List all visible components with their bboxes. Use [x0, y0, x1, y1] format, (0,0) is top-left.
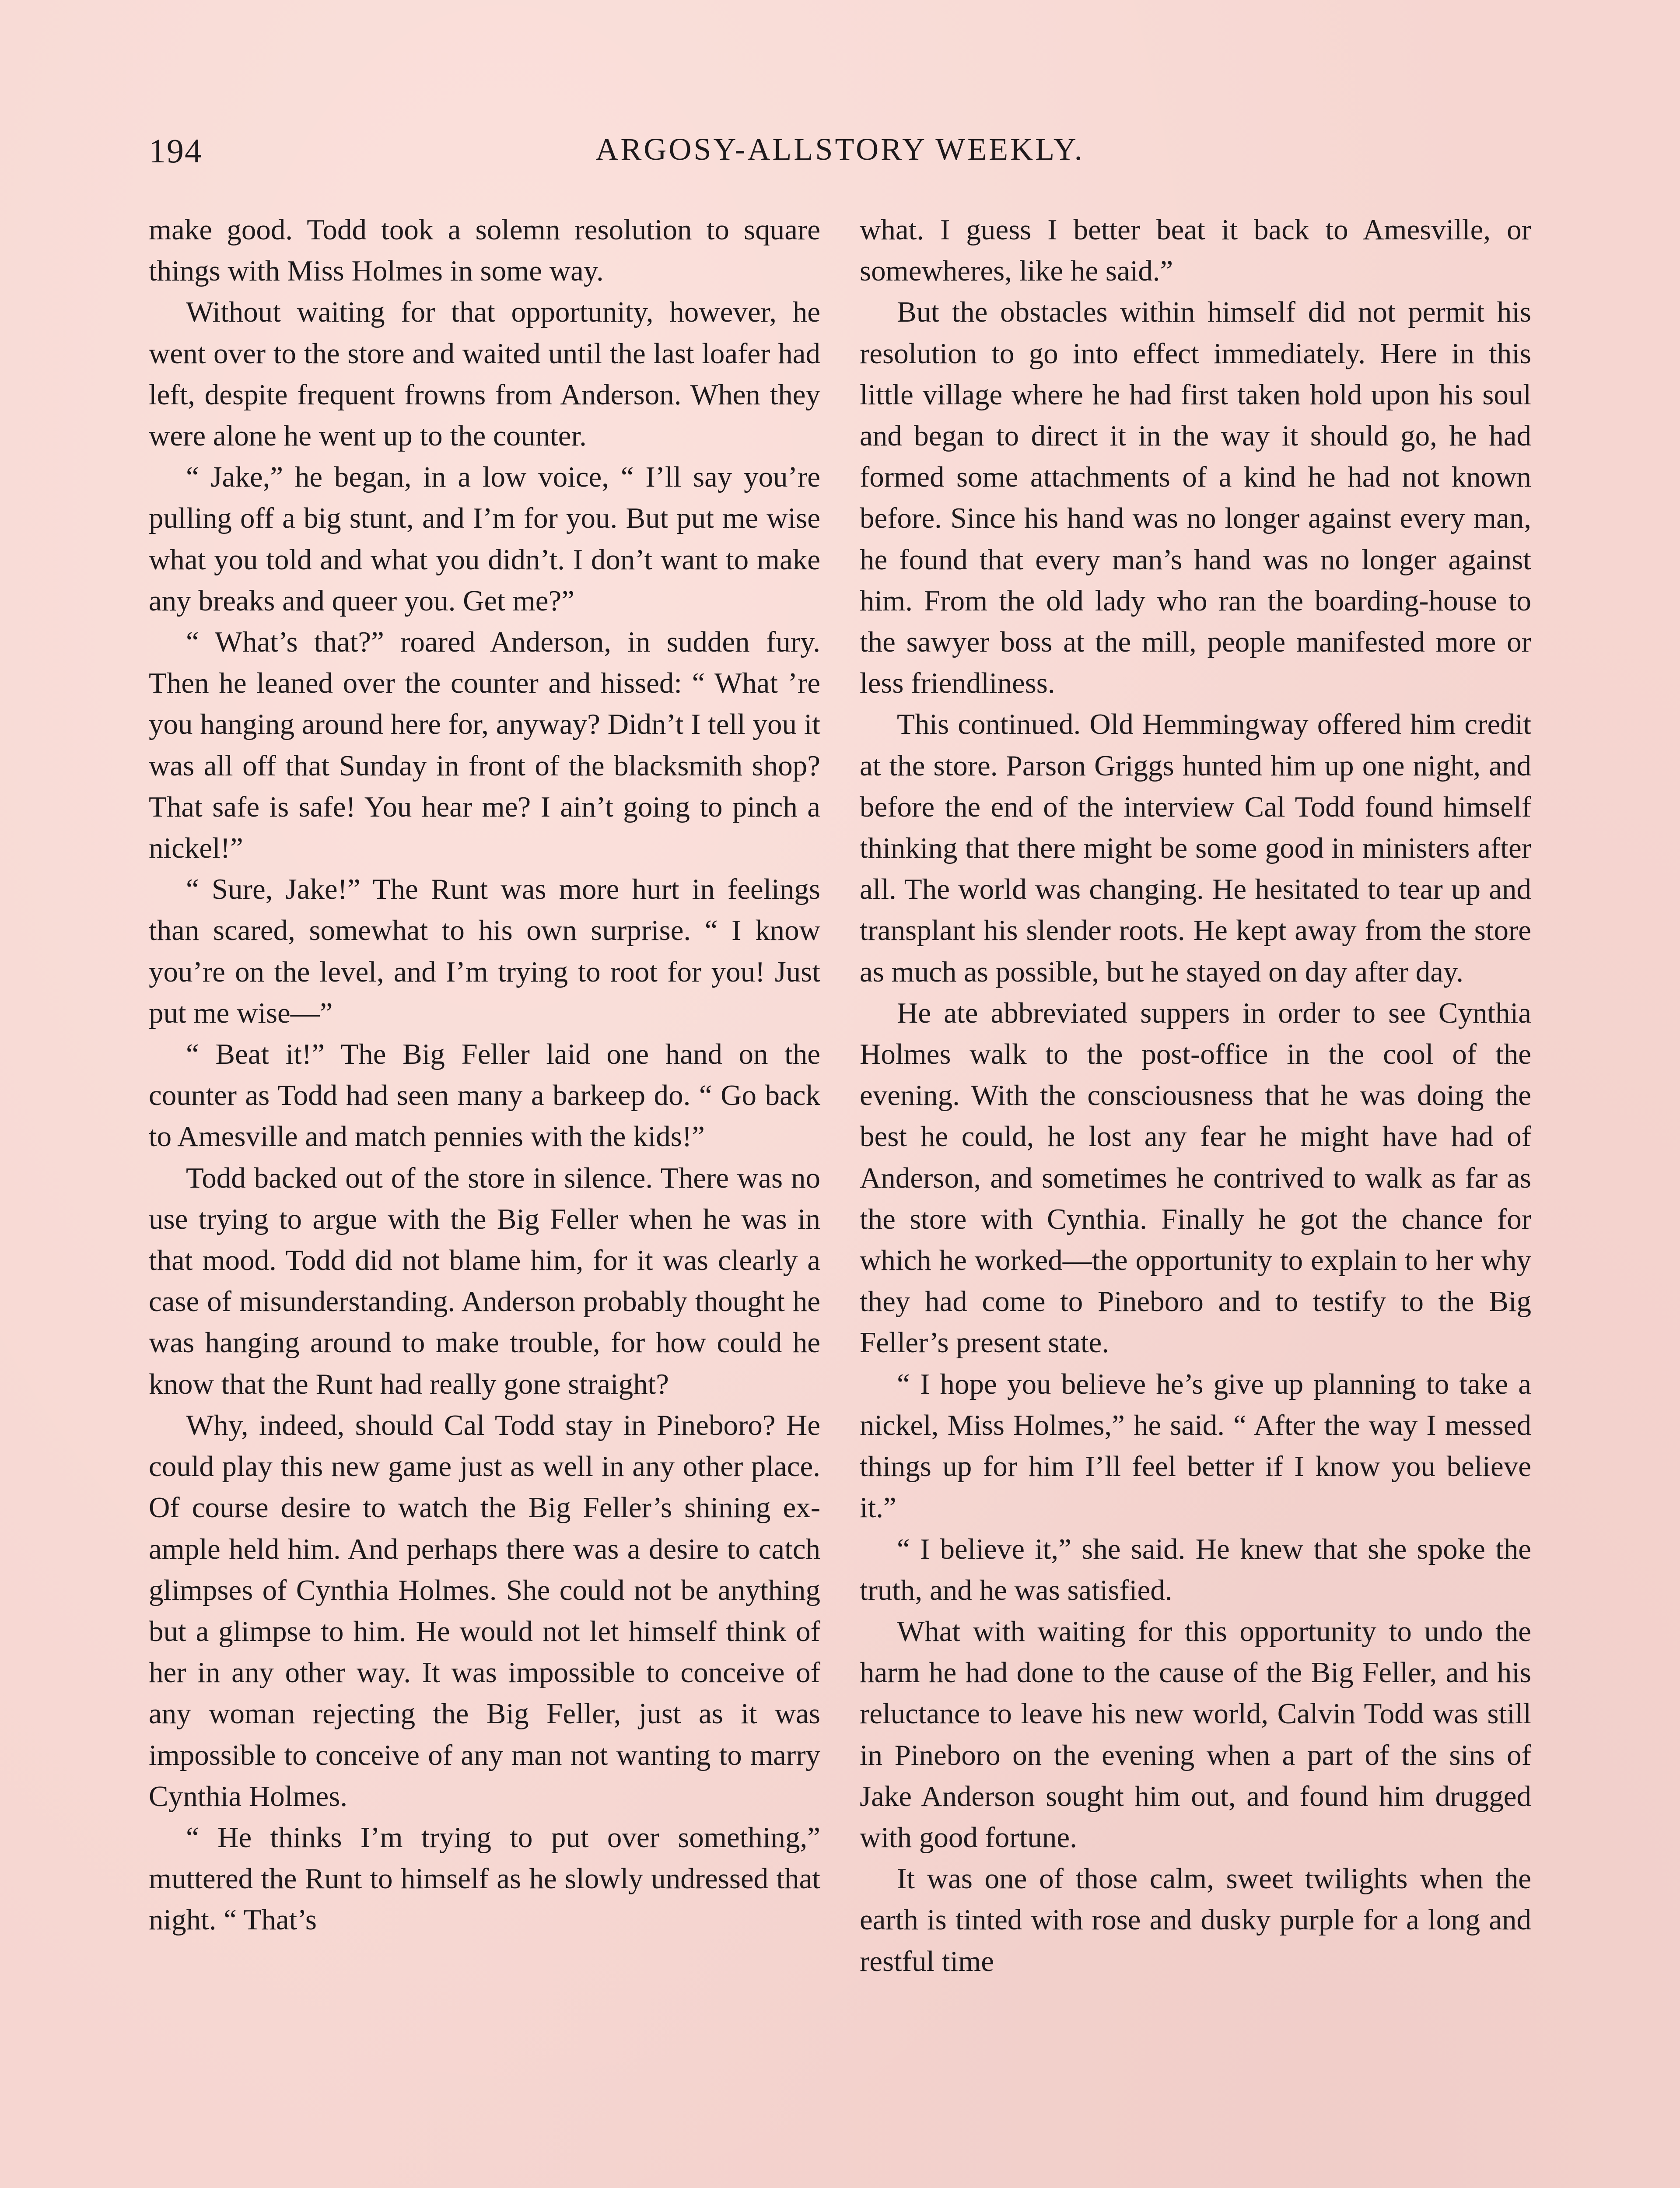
text-columns [149, 209, 1531, 2188]
paragraph: make good. Todd took a solemn resolution to square things with Miss Holmes in some way. [149, 214, 820, 288]
page-header [149, 131, 1531, 179]
paragraph: It was one of those calm, sweet twilights when the earth is tinted with rose and dusky purple for a long and restful time [860, 1862, 1531, 1978]
paragraph: “ Beat it!” The Big Feller laid one hand on the counter as Todd had seen many a barkeep do. “ Go back to Amesville and match pennies with the kids!” [149, 1038, 820, 1153]
paragraph: “ I hope you believe he’s give up planning to take a nickel, Miss Holmes,” he said. “ After the way I messed things up for him I’ll feel better if I know you believe it.” [860, 1368, 1531, 1524]
right-column [860, 209, 1531, 2188]
paragraph: “ Jake,” he began, in a low voice, “ I’ll say you’re pulling off a big stunt, and I’m for you. But put me wise what you told and what you didn’t. I don’t want to make any breaks and queer you. Get me?” [149, 461, 820, 617]
paragraph: He ate abbreviated suppers in order to see Cynthia Holmes walk to the post-office in the cool of the evening. With the consciousness that he was doing the best he could, he lost any fear he might have had of Anderson, and sometimes he contrived to walk as far as the store with Cynthia. Finally he got the chance for which he worked—the opportunity to explain to her why they had come to Pineboro and to testify to the Big Feller’s present state. [860, 996, 1531, 1359]
paragraph: Without waiting for that opportunity, however, he went over to the store and waited until the last loafer had left, despite frequent frowns from Anderson. When they were alone he went up to the counter. [149, 296, 820, 452]
paragraph: Why, indeed, should Cal Todd stay in Pineboro? He could play this new game just as well in any other place. Of course desire to watch the Big Feller’s shining example held him. And perhaps there was a desire to catch glimpses of Cynthia Holmes. She could not be anything but a glimpse to him. He would not let himself think of her in any other way. It was impossible to conceive of any woman rejecting the Big Feller, just as it was impossible to conceive of any man not wanting to marry Cynthia Holmes. [149, 1409, 820, 1813]
paragraph: “ I believe it,” she said. He knew that she spoke the truth, and he was satisfied. [860, 1532, 1531, 1606]
paragraph: Todd backed out of the store in silence. There was no use trying to argue with the Big Feller when he was in that mood. Todd did not blame him, for it was clearly a case of misunderstanding. Anderson probably thought he was hanging around to make trouble, for how could he know that the Runt had really gone straight? [149, 1161, 820, 1400]
page-number: 194 [149, 132, 203, 170]
paragraph: “ He thinks I’m trying to put over something,” muttered the Runt to himself as he slowly undressed that night. “ That’s [149, 1821, 820, 1936]
paragraph: But the obstacles within himself did not permit his resolution to go into effect immediately. Here in this little village where he had first taken hold upon his soul and began to direct it in the way it should go, he had formed some attachments of a kind he had not known before. Since his hand was no longer against every man, he found that every man’s hand was no longer against him. From the old lady who ran the boarding-house to the sawyer boss at the mill, people manifested more or less friendliness. [860, 296, 1531, 700]
paragraph: “ What’s that?” roared Anderson, in sudden fury. Then he leaned over the counter and hissed: “ What ’re you hanging around here for, anyway? Didn’t I tell you it was all off that Sunday in front of the blacksmith shop? That safe is safe! You hear me? I ain’t going to pinch a nickel!” [149, 626, 820, 865]
running-head: ARGOSY-ALLSTORY WEEKLY. [595, 132, 1085, 167]
left-column [149, 209, 820, 2188]
paragraph: “ Sure, Jake!” The Runt was more hurt in feelings than scared, somewhat to his own surprise. “ I know you’re on the level, and I’m trying to root for you! Just put me wise—” [149, 873, 820, 1029]
paragraph: What with waiting for this opportunity to undo the harm he had done to the cause of the Big Feller, and his reluctance to leave his new world, Calvin Todd was still in Pineboro on the evening when a part of the sins of Jake Anderson sought him out, and found him drugged with good fortune. [860, 1615, 1531, 1854]
paragraph: This continued. Old Hemmingway offered him credit at the store. Parson Griggs hunted him up one night, and before the end of the interview Cal Todd found himself thinking that there might be some good in ministers after all. The world was changing. He hesitated to tear up and transplant his slender roots. He kept away from the store as much as possible, but he stayed on day after day. [860, 708, 1531, 988]
paragraph: what. I guess I better beat it back to Amesville, or somewheres, like he said.” [860, 214, 1531, 288]
